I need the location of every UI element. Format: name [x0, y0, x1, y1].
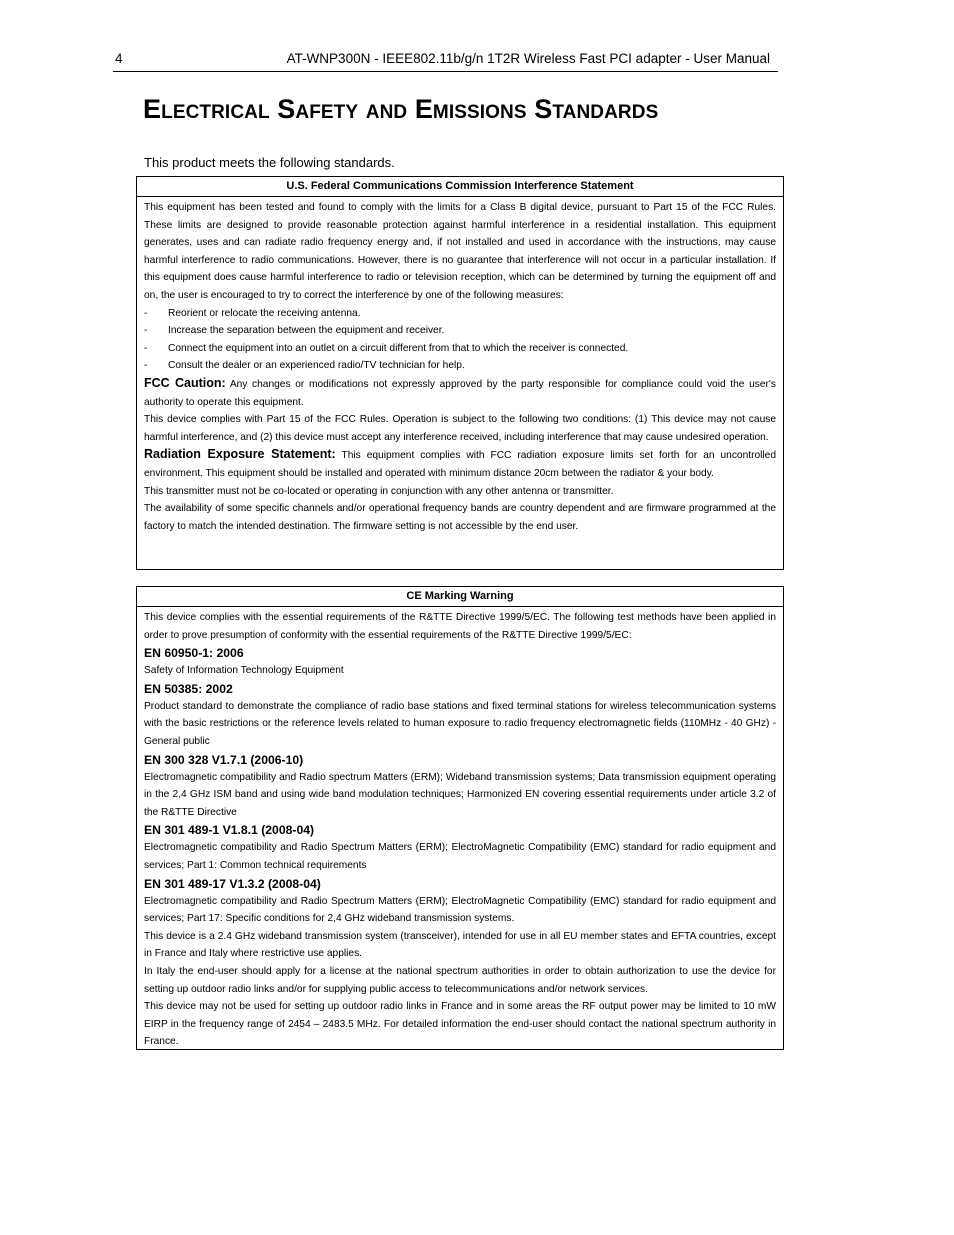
- running-title: AT-WNP300N - IEEE802.11b/g/n 1T2R Wireless Fast PCI adapter - User Manual: [286, 51, 770, 66]
- radiation-paragraph: [144, 446, 776, 482]
- fcc-body: [137, 197, 783, 537]
- bullet-dash: -: [144, 360, 148, 372]
- fcc-measures-list: [144, 305, 776, 375]
- standard-code: EN 301 489-1 V1.8.1 (2008-04): [144, 823, 315, 838]
- bullet-dash: -: [144, 342, 148, 354]
- colocation-paragraph: This transmitter must not be co-located or operating in conjunction with any other antenna or transmitter.: [144, 485, 614, 497]
- list-item: [144, 305, 776, 323]
- standard-code: EN 50385: 2002: [144, 681, 233, 696]
- ce-intro-paragraph: This device complies with the essential requirements of the R&TTE Directive 1999/5/EC. The following test methods have been applied in order to prove presumption of conformity with the essential requirements of the R&TTE Directive 1999/5/EC:: [144, 612, 776, 641]
- page-number: 4: [115, 51, 123, 66]
- standard-code: EN 300 328 V1.7.1 (2006-10): [144, 752, 304, 767]
- channels-paragraph: The availability of some specific channels and/or operational frequency bands are country dependent and are firmware programmed at the factory to match the intended destination. The firmware setting is not accessible by the end user.: [144, 503, 776, 532]
- standard-description: Electromagnetic compatibility and Radio Spectrum Matters (ERM); ElectroMagnetic Compatibility (EMC) standard for radio equipment and services; Part 17: Specific conditions for 2,4 GHz wideband transmission systems.: [144, 895, 776, 925]
- fcc-caution-paragraph: [144, 375, 776, 411]
- fcc-heading: U.S. Federal Communications Commission Interference Statement: [137, 177, 783, 197]
- italy-paragraph: In Italy the end-user should apply for a license at the national spectrum authorities in order to obtain authorization to use the device for setting up outdoor radio links and/or for supplying public access to telecommunications and/or network services.: [144, 965, 776, 995]
- list-item: [144, 357, 776, 375]
- fcc-caution-text: Any changes or modifications not expressly approved by the party responsible for compliance could void the user's authority to operate this equipment.: [144, 378, 776, 408]
- radiation-label: Radiation Exposure Statement:: [144, 447, 336, 462]
- fcc-paragraph: This equipment has been tested and found to comply with the limits for a Class B digital device, pursuant to Part 15 of the FCC Rules. These limits are designed to provide reasonable protection against harmful interference in a residential installation. This equipment generates, uses and can radiate radio frequency energy and, if not installed and used in accordance with the instructions, may cause harmful interference to radio communications. However, there is no guarantee that interference will not occur in a particular installation. If this equipment does cause harmful interference to radio or television reception, which can be determined by turning the equipment off and on, the user is encouraged to try to correct the interference by one of the following measures:: [144, 202, 776, 301]
- standard-description: Electromagnetic compatibility and Radio spectrum Matters (ERM); Wideband transmission systems; Data transmission equipment operating in the 2,4 GHz ISM band and using wide band modulation techniques; Harmonized EN covering essential requirements under article 3.2 of the R&TTE Directive: [144, 771, 776, 818]
- standard-description: Product standard to demonstrate the compliance of radio base stations and fixed terminal stations for wireless telecommunication systems with the basic restrictions or the reference levels related to human exposure to radio frequency electromagnetic fields (110MHz - 40 GHz) - General public: [144, 700, 776, 747]
- part15-paragraph: This device complies with Part 15 of the FCC Rules. Operation is subject to the following two conditions: (1) This device may not cause harmful interference, and (2) this device must accept any interference received, including interference that may cause undesired operation.: [144, 414, 776, 443]
- fcc-statement-box: [136, 176, 784, 570]
- ce-heading: CE Marking Warning: [137, 587, 783, 607]
- radiation-text: This equipment complies with FCC radiation exposure limits set forth for an uncontrolled environment. This equipment should be installed and operated with minimum distance 20cm between the radiator & your body.: [144, 450, 776, 479]
- measure-text: Reorient or relocate the receiving antenna.: [168, 307, 361, 319]
- list-item: [144, 322, 776, 340]
- measure-text: Consult the dealer or an experienced radio/TV technician for help.: [168, 360, 465, 372]
- intro-text: This product meets the following standards.: [144, 155, 395, 170]
- measure-text: Increase the separation between the equipment and receiver.: [168, 325, 445, 337]
- eu-use-paragraph: This device is a 2.4 GHz wideband transmission system (transceiver), intended for use in all EU member states and EFTA countries, except in France and Italy where restrictive use applies.: [144, 930, 776, 960]
- standard-description: Electromagnetic compatibility and Radio Spectrum Matters (ERM); ElectroMagnetic Compatibility (EMC) standard for radio equipment and services; Part 1: Common technical requirements: [144, 842, 776, 871]
- page-title: Electrical Safety and Emissions Standards: [143, 94, 659, 124]
- ce-body: [137, 607, 783, 1053]
- standard-description: Safety of Information Technology Equipment: [144, 665, 344, 677]
- list-item: [144, 340, 776, 358]
- france-paragraph: This device may not be used for setting up outdoor radio links in France and in some areas the RF output power may be limited to 10 mW EIRP in the frequency range of 2454 – 2483.5 MHz. For detailed information the end-user should contact the national spectrum authority in France.: [144, 1001, 776, 1048]
- bullet-dash: -: [144, 325, 148, 337]
- standard-code: EN 60950-1: 2006: [144, 646, 244, 661]
- fcc-caution-label: FCC Caution:: [144, 375, 226, 390]
- bullet-dash: -: [144, 307, 148, 319]
- ce-warning-box: [136, 586, 784, 1050]
- measure-text: Connect the equipment into an outlet on a circuit different from that to which the receiver is connected.: [168, 342, 629, 354]
- standard-code: EN 301 489-17 V1.3.2 (2008-04): [144, 876, 321, 891]
- page-header: [113, 50, 778, 72]
